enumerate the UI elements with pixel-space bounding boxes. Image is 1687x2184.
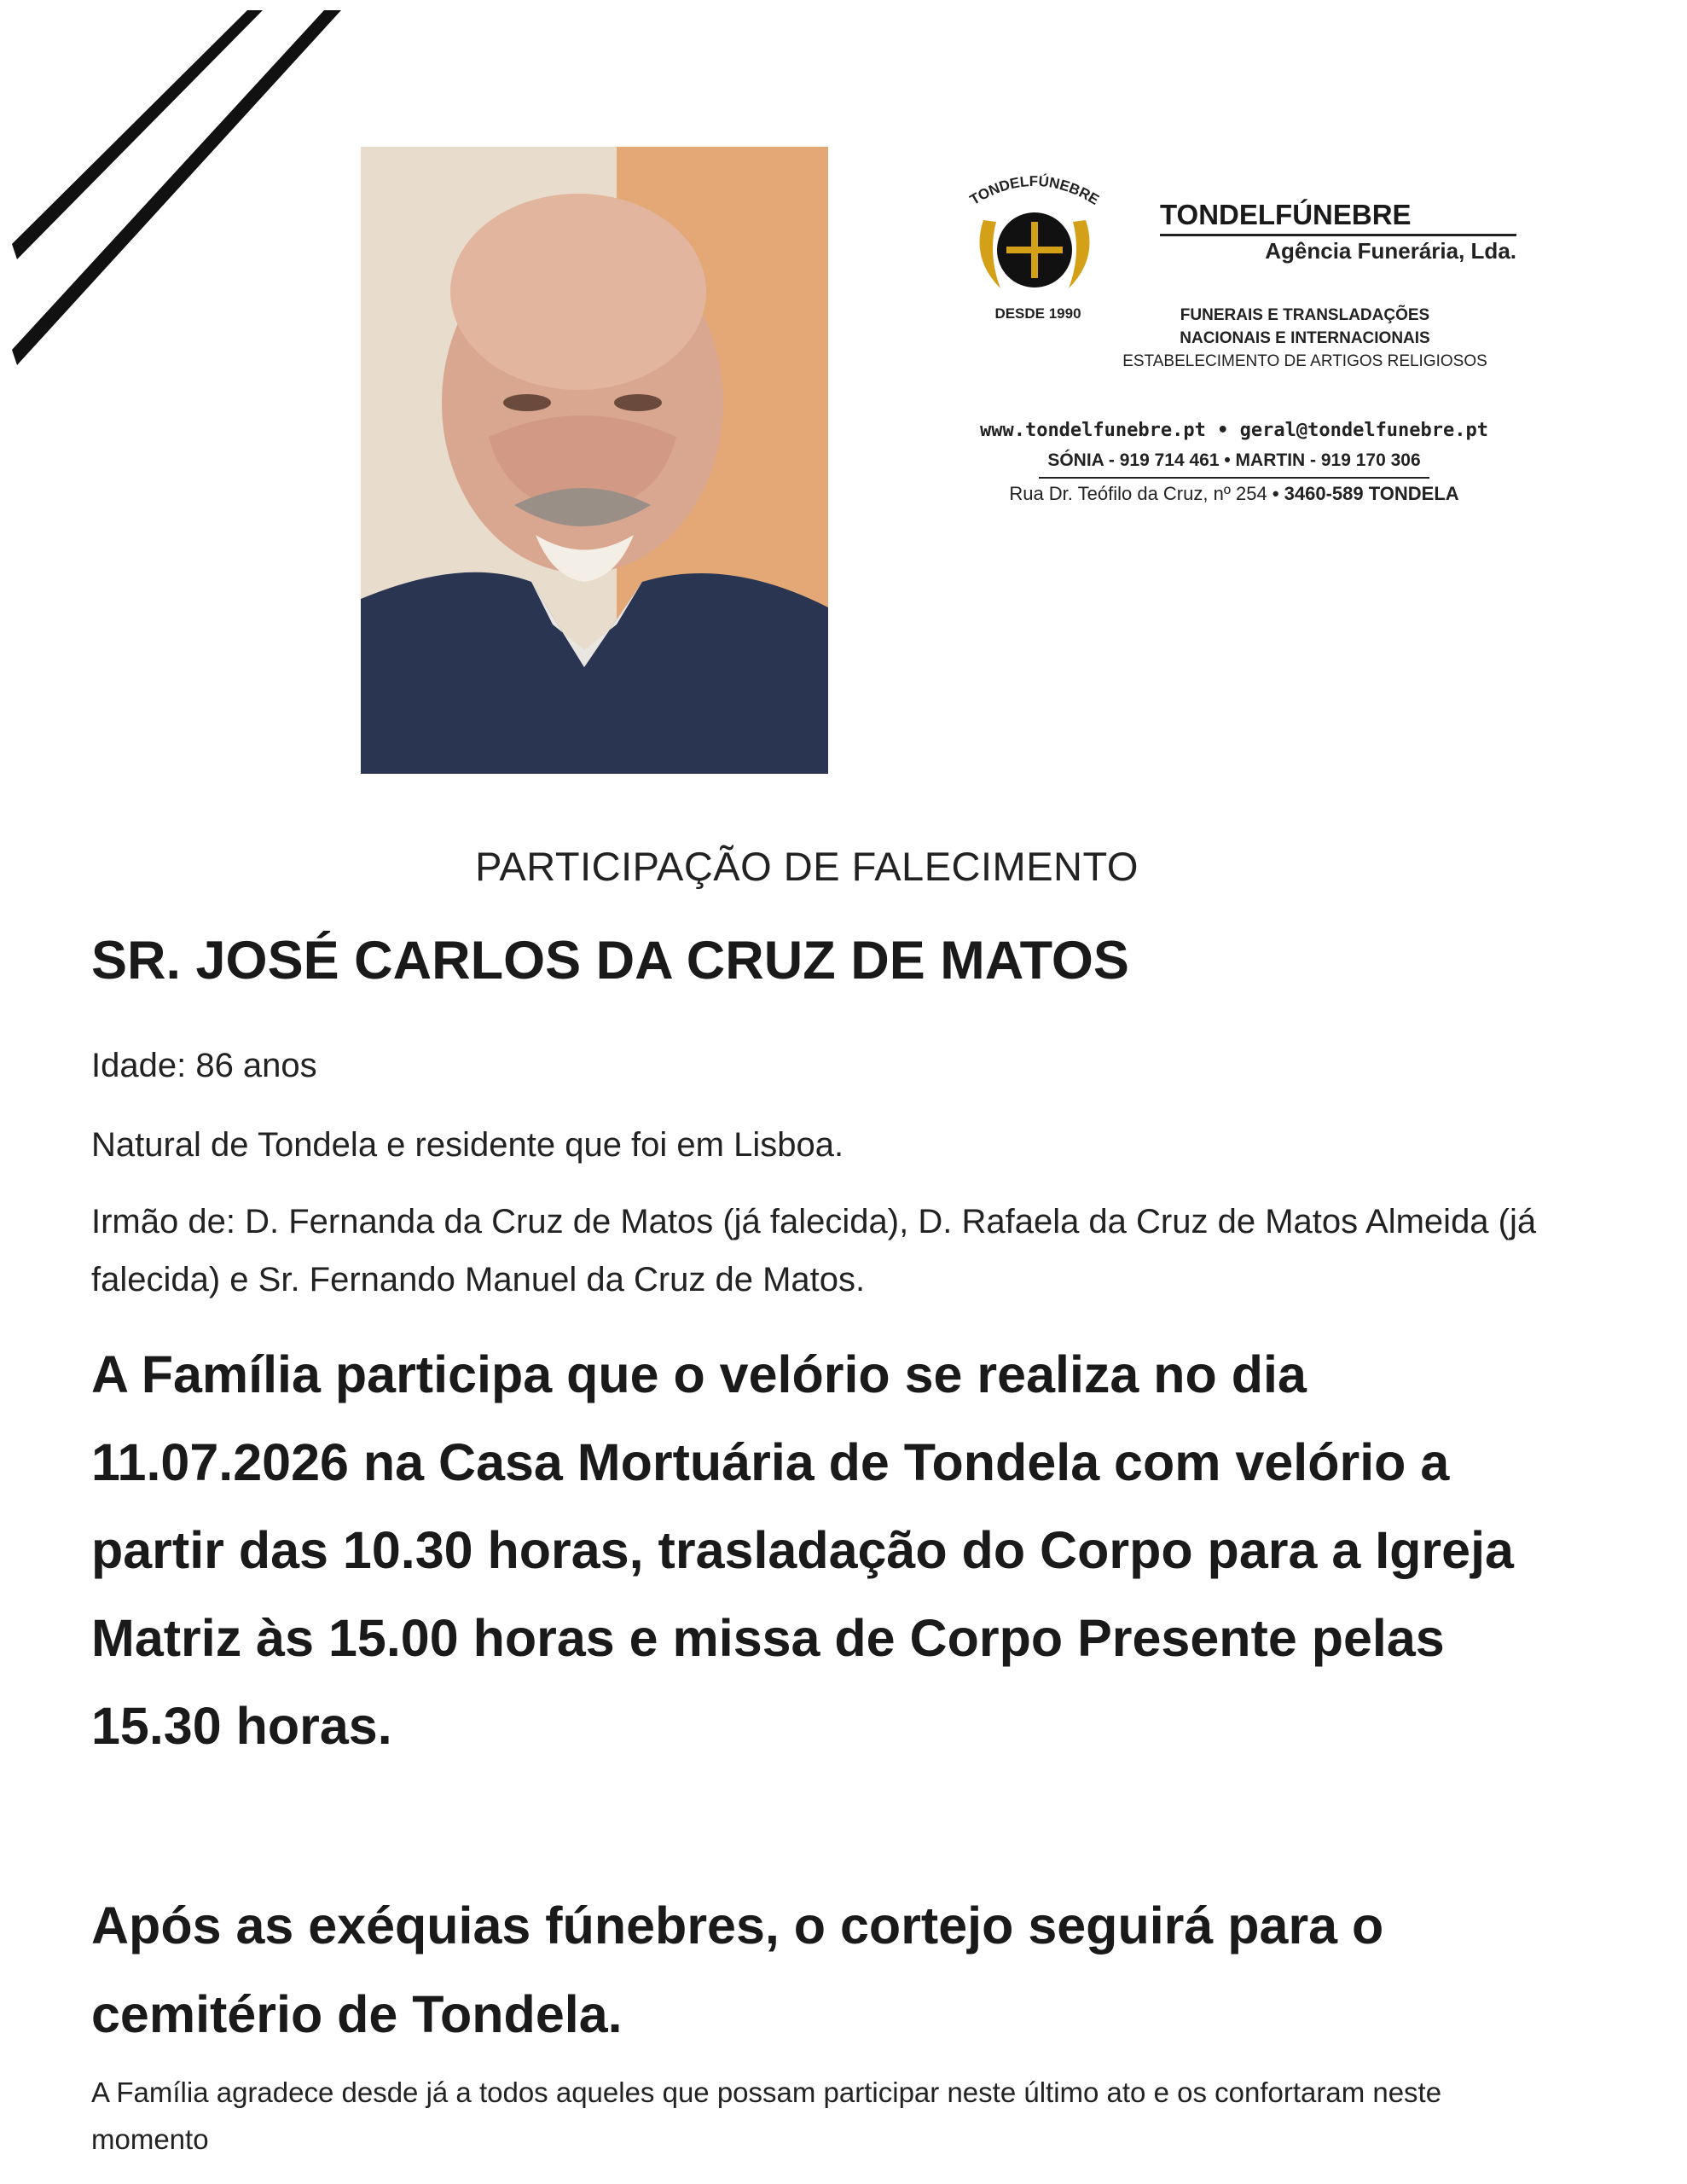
svg-text:TONDELFÚNEBRE: TONDELFÚNEBRE	[967, 172, 1102, 208]
deceased-siblings: Irmão de: D. Fernanda da Cruz de Matos (já falecida), D. Rafaela da Cruz de Matos Almeida (já falecida) e Sr. Fernando Manuel da Cruz de Matos.	[91, 1203, 1537, 1298]
notice-heading: PARTICIPAÇÃO DE FALECIMENTO	[475, 844, 1139, 889]
address-street: Rua Dr. Teófilo da Cruz, nº 254	[1009, 483, 1267, 504]
mourning-stripes	[0, 0, 358, 375]
separator: •	[1272, 483, 1279, 504]
separator: •	[1217, 420, 1229, 441]
web-line	[948, 415, 1520, 446]
deceased-portrait	[361, 147, 828, 774]
phone-martin[interactable]: MARTIN - 919 170 306	[1235, 450, 1421, 470]
agency-contacts	[948, 415, 1520, 509]
procession-note: Após as exéquias fúnebres, o cortejo seguirá para o cemitério de Tondela.	[91, 1896, 1384, 2043]
service-line-2: NACIONAIS E INTERNACIONAIS	[1180, 329, 1430, 347]
agency-name: TONDELFÚNEBRE	[1160, 199, 1516, 236]
service-line-3: ESTABELECIMENTO DE ARTIGOS RELIGIOSOS	[1122, 352, 1487, 370]
agency-subtitle: Agência Funerária, Lda.	[1265, 238, 1516, 264]
address-postal: 3460-589 TONDELA	[1284, 483, 1459, 504]
phone-sonia[interactable]: SÓNIA - 919 714 461	[1047, 450, 1220, 470]
phone-line	[1039, 446, 1429, 479]
service-line-1: FUNERAIS E TRANSLADAÇÕES	[1180, 306, 1430, 324]
agency-since-label: DESDE 1990	[994, 305, 1081, 322]
agency-email[interactable]: geral@tondelfunebre.pt	[1239, 420, 1489, 441]
agency-address	[948, 479, 1520, 509]
deceased-age: Idade: 86 anos	[91, 1047, 317, 1084]
agency-website[interactable]: www.tondelfunebre.pt	[979, 420, 1206, 441]
family-thanks: A Família agradece desde já a todos aqueles que possam participar neste último ato e os confortaram neste momento	[91, 2077, 1442, 2155]
separator: •	[1224, 450, 1231, 470]
agency-services	[1100, 304, 1510, 373]
wake-announcement: A Família participa que o velório se realiza no dia 11.07.2026 na Casa Mortuária de Tondela com velório a partir das 10.30 horas, trasladação do Corpo para a Igreja Matriz às 15.00 horas e missa de Corpo Presente pelas 15.30 horas.	[91, 1345, 1514, 1755]
deceased-origin: Natural de Tondela e residente que foi em Lisboa.	[91, 1126, 844, 1164]
agency-seal-logo	[954, 160, 1116, 305]
deceased-name: SR. JOSÉ CARLOS DA CRUZ DE MATOS	[91, 931, 1129, 990]
